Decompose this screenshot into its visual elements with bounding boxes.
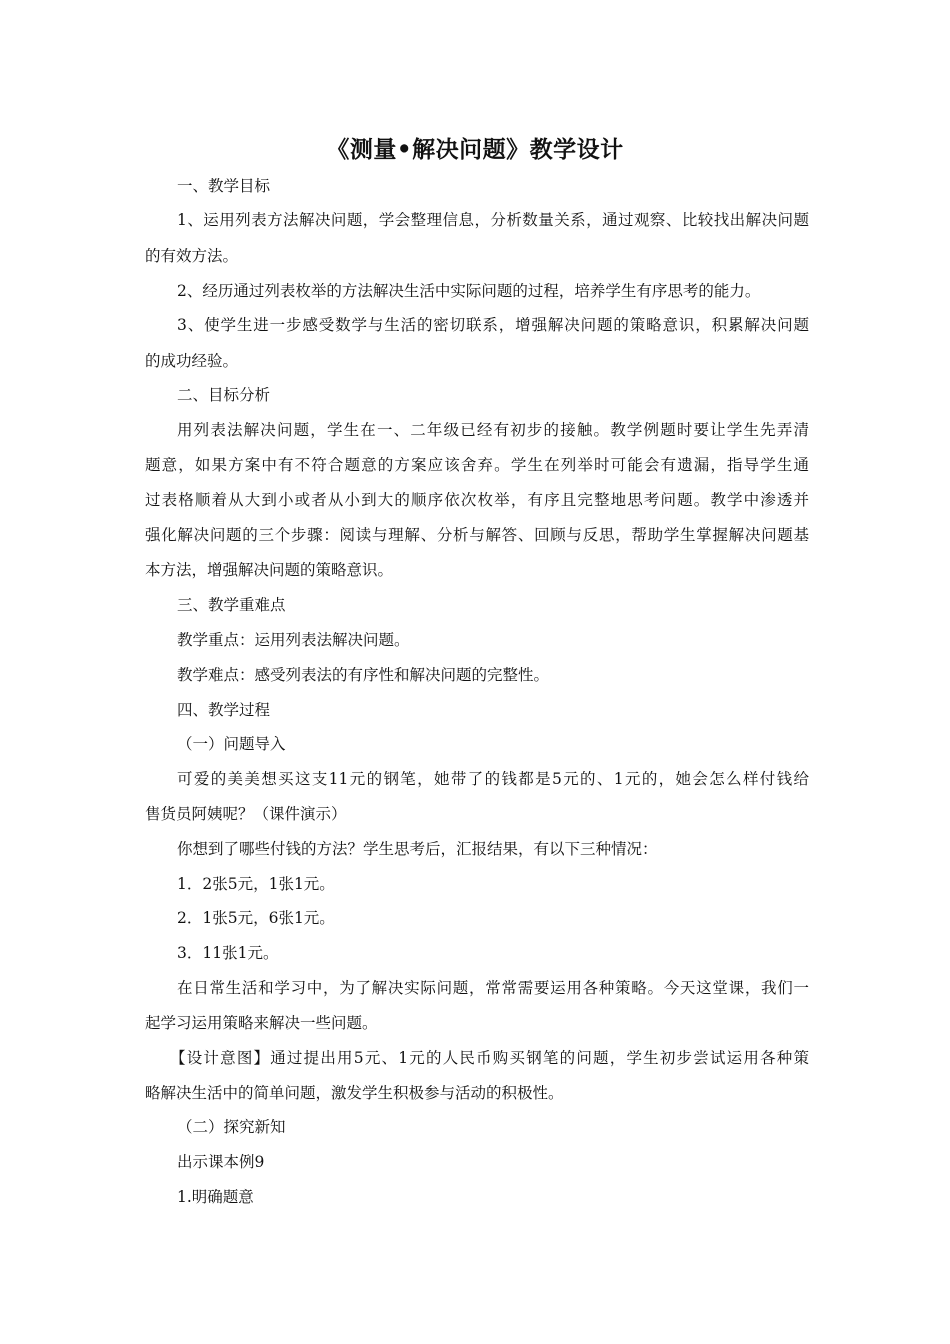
heading-key-points: 三、教学重难点	[177, 596, 286, 614]
analysis-line-4: 强化解决问题的三个步骤：阅读与理解、分析与解答、回顾与反思，帮助学生掌握解决问题基	[145, 526, 809, 544]
analysis-line-5: 本方法，增强解决问题的策略意识。	[145, 561, 394, 579]
heading-teaching-goals: 一、教学目标	[177, 177, 271, 195]
document-title: 《测量•解决问题》教学设计	[326, 136, 624, 163]
heading-teaching-process: 四、教学过程	[177, 701, 271, 719]
example-9: 出示课本例9	[177, 1153, 265, 1171]
goal-1-line-1: 1、运用列表方法解决问题，学会整理信息，分析数量关系，通过观察、比较找出解决问题	[177, 211, 809, 229]
design-intent-line-1: 【设计意图】通过提出用5元、1元的人民币购买钢笔的问题，学生初步尝试运用各种策	[170, 1049, 809, 1067]
analysis-line-2: 题意，如果方案中有不符合题意的方案应该舍弃。学生在列举时可能会有遗漏，指导学生通	[145, 456, 809, 474]
intro-line-2: 售货员阿姨呢？（课件演示）	[145, 805, 347, 823]
goal-3-line-1: 3、使学生进一步感受数学与生活的密切联系，增强解决问题的策略意识，积累解决问题	[177, 316, 809, 334]
subheading-explore: （二）探究新知	[177, 1118, 286, 1136]
case-3: 3．11张1元。	[177, 944, 279, 962]
subheading-introduction: （一）问题导入	[177, 735, 286, 753]
design-intent-line-2: 略解决生活中的简单问题，激发学生积极参与活动的积极性。	[145, 1084, 564, 1102]
difficult-point: 教学难点：感受列表法的有序性和解决问题的完整性。	[177, 666, 550, 684]
case-2: 2．1张5元，6张1元。	[177, 909, 335, 927]
step-1: 1.明确题意	[177, 1188, 254, 1206]
key-point: 教学重点：运用列表法解决问题。	[177, 631, 410, 649]
strategy-line-2: 起学习运用策略来解决一些问题。	[145, 1014, 378, 1032]
analysis-line-1: 用列表法解决问题，学生在一、二年级已经有初步的接触。教学例题时要让学生先弄清	[177, 421, 809, 439]
case-1: 1．2张5元，1张1元。	[177, 875, 335, 893]
goal-1-line-2: 的有效方法。	[145, 247, 239, 265]
goal-2: 2、经历通过列表枚举的方法解决生活中实际问题的过程，培养学生有序思考的能力。	[177, 282, 761, 300]
intro-question: 你想到了哪些付钱的方法？学生思考后，汇报结果，有以下三种情况：	[177, 840, 658, 858]
analysis-line-3: 过表格顺着从大到小或者从小到大的顺序依次枚举，有序且完整地思考问题。教学中渗透并	[145, 491, 809, 509]
intro-line-1: 可爱的美美想买这支11元的钢笔，她带了的钱都是5元的、1元的，她会怎么样付钱给	[177, 770, 809, 788]
goal-3-line-2: 的成功经验。	[145, 352, 239, 370]
strategy-line-1: 在日常生活和学习中，为了解决实际问题，常常需要运用各种策略。今天这堂课，我们一	[177, 979, 809, 997]
heading-goal-analysis: 二、目标分析	[177, 386, 271, 404]
